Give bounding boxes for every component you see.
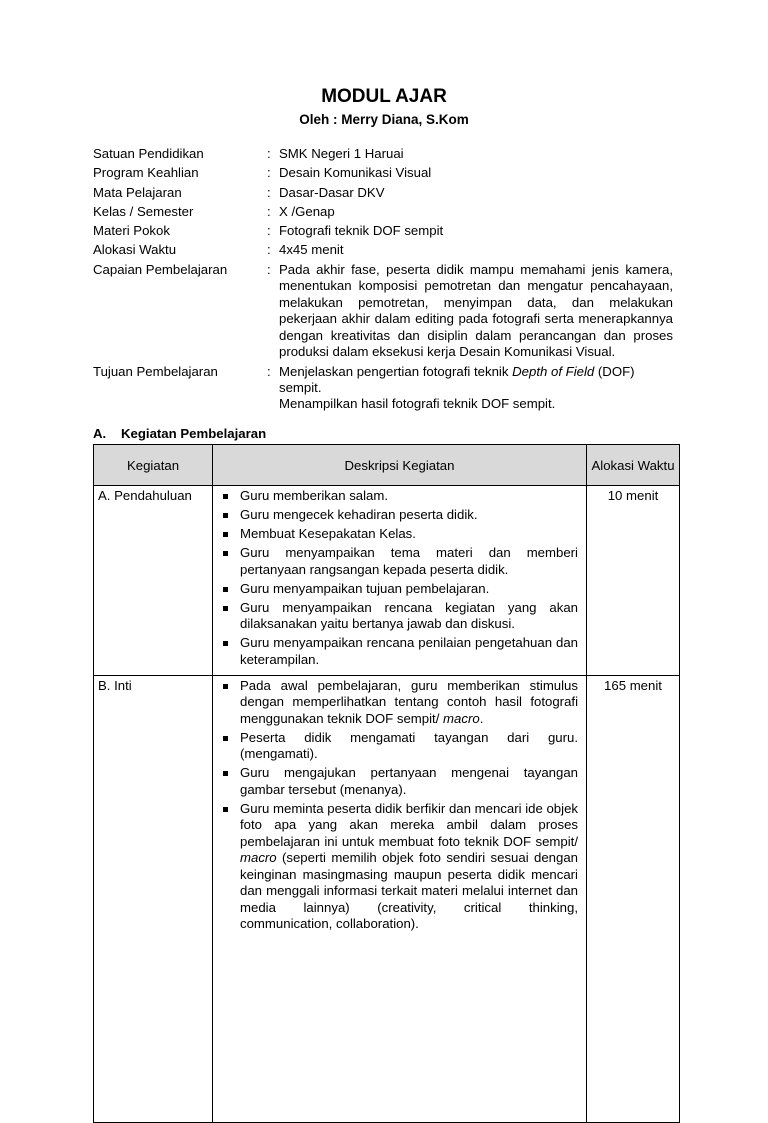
bullet-icon: [219, 507, 240, 524]
time-cell: 165 menit: [587, 675, 680, 1122]
info-label: Tujuan Pembelajaran: [93, 363, 218, 379]
activity-list: [213, 676, 586, 940]
bullet-icon: [219, 801, 240, 933]
description-cell: [213, 486, 587, 676]
tujuan-text-2: Menampilkan hasil fotografi teknik DOF sempit.: [279, 396, 556, 412]
info-colon: :: [267, 203, 271, 219]
info-value-tujuan: [279, 364, 673, 413]
list-item: Membuat Kesepakatan Kelas.: [219, 526, 578, 543]
bullet-icon: [219, 678, 240, 728]
info-row-program: [93, 165, 673, 181]
bullet-icon: [219, 526, 240, 543]
tujuan-text: Menjelaskan pengertian fotografi teknik: [279, 363, 513, 379]
info-colon: :: [267, 165, 271, 181]
section-heading: [93, 426, 266, 441]
info-label: Materi Pokok: [93, 223, 170, 239]
header-alokasi: Alokasi Waktu: [587, 445, 680, 486]
info-label: Program Keahlian: [93, 165, 199, 181]
list-item: Pada awal pembelajaran, guru memberikan stimulus dengan memperlihatkan tentang contoh hasil fotografi menggunakan teknik DOF sempit/ macro.: [219, 678, 578, 728]
list-item: Guru menyampaikan tema materi dan memberi pertanyaan rangsangan kepada peserta didik.: [219, 545, 578, 578]
table-row: [94, 675, 680, 1122]
bullet-icon: [219, 600, 240, 633]
bullet-icon: [219, 635, 240, 668]
info-row-tujuan: [93, 364, 673, 413]
list-item: Guru menyampaikan rencana kegiatan yang akan dilaksanakan yaitu bertanya jawab dan diskusi.: [219, 600, 578, 633]
info-row-alokasi: [93, 242, 673, 258]
info-colon: :: [267, 242, 271, 258]
info-colon: :: [267, 223, 271, 239]
info-row-satuan: [93, 146, 673, 162]
bullet-icon: [219, 730, 240, 763]
table-header-row: [94, 445, 680, 486]
info-row-materi: [93, 223, 673, 239]
tujuan-text-end: (DOF) sempit.: [279, 363, 635, 396]
info-colon: :: [267, 261, 271, 277]
info-value-capaian: Pada akhir fase, peserta didik mampu memahami jenis kamera, menentukan komposisi pemotretan dan mengatur pencahayaan, melakukan pemotretan, menyimpan data, dan melakukan pekerjaan akhir dalam editing pada fotografi serta menerapkannya dengan kreativitas dan disiplin dalam perancangan dan proses produksi dalam eksekusi kerja Desain Komunikasi Visual.: [279, 261, 673, 360]
section-number: A.: [93, 426, 107, 441]
info-colon: :: [267, 363, 271, 379]
activity-list: [213, 486, 586, 675]
info-value: X /Genap: [279, 203, 335, 219]
bullet-icon: [219, 545, 240, 578]
info-value: Desain Komunikasi Visual: [279, 165, 432, 181]
info-label: Mata Pelajaran: [93, 184, 182, 200]
info-row-mapel: [93, 185, 673, 201]
table-row: [94, 486, 680, 676]
description-clip: [213, 676, 586, 1122]
phase-cell: B. Inti: [94, 675, 213, 1122]
info-value: 4x45 menit: [279, 242, 344, 258]
list-item: Guru menyampaikan tujuan pembelajaran.: [219, 581, 578, 598]
tujuan-emphasis: Depth of Field: [512, 363, 595, 379]
time-cell: 10 menit: [587, 486, 680, 676]
info-block: [93, 146, 673, 416]
list-item: Guru memberikan salam.: [219, 488, 578, 505]
info-value: Dasar-Dasar DKV: [279, 184, 385, 200]
phase-cell: A. Pendahuluan: [94, 486, 213, 676]
info-label: Alokasi Waktu: [93, 242, 177, 258]
info-label: Kelas / Semester: [93, 203, 194, 219]
header-kegiatan: Kegiatan: [94, 445, 213, 486]
info-row-kelas: [93, 204, 673, 220]
info-label: Satuan Pendidikan: [93, 146, 204, 161]
list-item: Guru mengajukan pertanyaan mengenai tayangan gambar tersebut (menanya).: [219, 765, 578, 798]
info-value: Fotografi teknik DOF sempit: [279, 223, 444, 239]
bullet-icon: [219, 765, 240, 798]
list-item: Guru mengecek kehadiran peserta didik.: [219, 507, 578, 524]
info-colon: :: [267, 146, 271, 161]
bullet-icon: [219, 581, 240, 598]
section-title: Kegiatan Pembelajaran: [121, 426, 267, 441]
info-row-capaian: [93, 262, 673, 361]
description-cell: [213, 675, 587, 1122]
document-title: MODUL AJAR: [321, 86, 447, 107]
info-label: Capaian Pembelajaran: [93, 261, 228, 277]
activity-table: [93, 444, 680, 1123]
bullet-icon: [219, 488, 240, 505]
list-item: Peserta didik mengamati tayangan dari guru. (mengamati).: [219, 730, 578, 763]
list-item: Guru menyampaikan rencana penilaian pengetahuan dan keterampilan.: [219, 635, 578, 668]
header-deskripsi: Deskripsi Kegiatan: [213, 445, 587, 486]
info-value: SMK Negeri 1 Haruai: [279, 146, 404, 161]
list-item: Guru meminta peserta didik berfikir dan mencari ide objek foto apa yang akan mereka ambil dalam proses pembelajaran ini untuk membuat foto teknik DOF sempit/ macro (seperti memilih objek foto sendiri sesuai dengan keinginan masingmasing maupun peserta didik mencari dan menggali informasi terkait materi melalui internet dan media lainnya) (creativity, critical thinking, communication, collaboration).: [219, 801, 578, 933]
document-author: Oleh : Merry Diana, S.Kom: [299, 112, 469, 127]
info-colon: :: [267, 184, 271, 200]
